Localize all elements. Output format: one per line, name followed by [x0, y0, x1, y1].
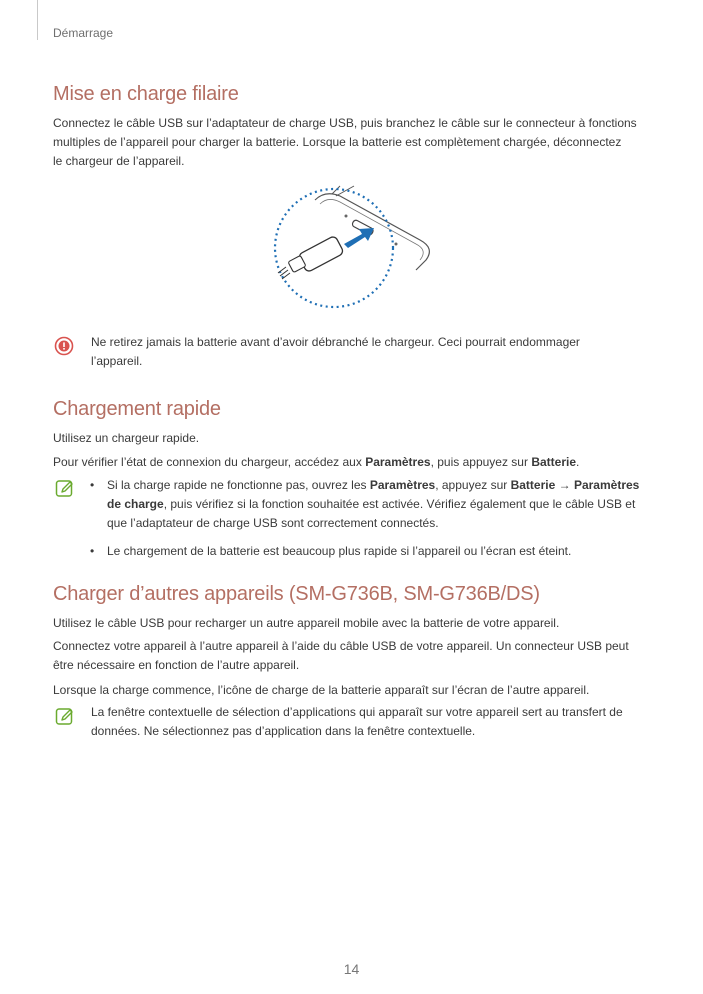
body-line: le chargeur de l’appareil.: [53, 154, 185, 168]
note-line: La fenêtre contextuelle de sélection d’applications qui apparaît sur votre appareil sert au transfert de: [91, 705, 623, 719]
note-bullet: [90, 476, 662, 533]
body-line: être nécessaire en fonction de l’autre appareil.: [53, 658, 300, 672]
text: , puis vérifiez si la fonction souhaitée est activée. Vérifiez également que le câble USB et: [163, 497, 636, 511]
body-line: Connectez le câble USB sur l’adaptateur de charge USB, puis branchez le câble sur le connecteur à fonctions: [53, 116, 637, 130]
note-bullet-text: Le chargement de la batterie est beaucoup plus rapide si l’appareil ou l’écran est éteint.: [107, 544, 572, 558]
settings-label: Paramètres: [365, 455, 431, 469]
note-bullet: [90, 542, 662, 561]
header-rule: [37, 0, 38, 40]
text: que l’adaptateur de charge USB sont correctement connectés.: [107, 516, 439, 530]
arrow: →: [555, 478, 574, 492]
phone-hole: [345, 215, 348, 218]
text: , appuyez sur: [435, 478, 511, 492]
warning-line: Ne retirez jamais la batterie avant d’avoir débranché le chargeur. Ceci pourrait endommager: [91, 335, 580, 349]
usb-charging-illustration: [270, 182, 440, 317]
note-bullet-text: [107, 476, 662, 533]
section-title-fast-charging: Chargement rapide: [53, 398, 221, 420]
charge-other-line1: Utilisez le câble USB pour recharger un autre appareil mobile avec la batterie de votre appareil.: [53, 616, 560, 630]
settings-label: Paramètres: [369, 478, 436, 492]
charge-other-line3: Lorsque la charge commence, l’icône de charge de la batterie apparaît sur l’écran de l’autre appareil.: [53, 683, 590, 697]
note-line: données. Ne sélectionnez pas d’application dans la fenêtre contextuelle.: [91, 724, 476, 738]
charge-other-note: [91, 703, 666, 741]
page-number: 14: [343, 961, 360, 977]
fast-charging-line2: [53, 453, 579, 472]
warning-line: l’appareil.: [91, 354, 143, 368]
fast-charging-notes: [90, 476, 662, 561]
section1-body: [53, 114, 663, 171]
breadcrumb: Démarrage: [53, 26, 114, 40]
warning-icon: [54, 336, 74, 356]
section-title-wired-charging: Mise en charge filaire: [53, 83, 239, 105]
text: Pour vérifier l’état de connexion du chargeur, accédez aux: [53, 455, 366, 469]
bullet-dot: •: [90, 478, 95, 492]
fast-charging-line1: Utilisez un chargeur rapide.: [53, 431, 200, 445]
text: , puis appuyez sur: [430, 455, 532, 469]
body-line: Connectez votre appareil à l’autre appareil à l’aide du câble USB de votre appareil. Un connecteur USB peut: [53, 639, 629, 653]
phone-hole: [395, 243, 398, 246]
note-icon: [55, 479, 75, 499]
text: Si la charge rapide ne fonctionne pas, ouvrez les: [107, 478, 370, 492]
text: .: [576, 455, 580, 469]
battery-label: Batterie: [510, 478, 556, 492]
charging-settings-label: Paramètres: [573, 478, 640, 492]
insert-arrow-icon: [344, 228, 374, 248]
section-title-charge-other-devices: Charger d’autres appareils (SM-G736B, SM-G736B/DS): [53, 583, 540, 605]
charging-settings-label-cont: de charge: [107, 497, 164, 511]
battery-label: Batterie: [531, 455, 576, 469]
body-line: multiples de l’appareil pour charger la batterie. Lorsque la batterie est complètement chargée, déconnectez: [53, 135, 622, 149]
note-icon: [55, 707, 75, 727]
bullet-dot: •: [90, 544, 95, 558]
charge-other-line2: [53, 637, 668, 675]
warning-text: [91, 333, 661, 371]
